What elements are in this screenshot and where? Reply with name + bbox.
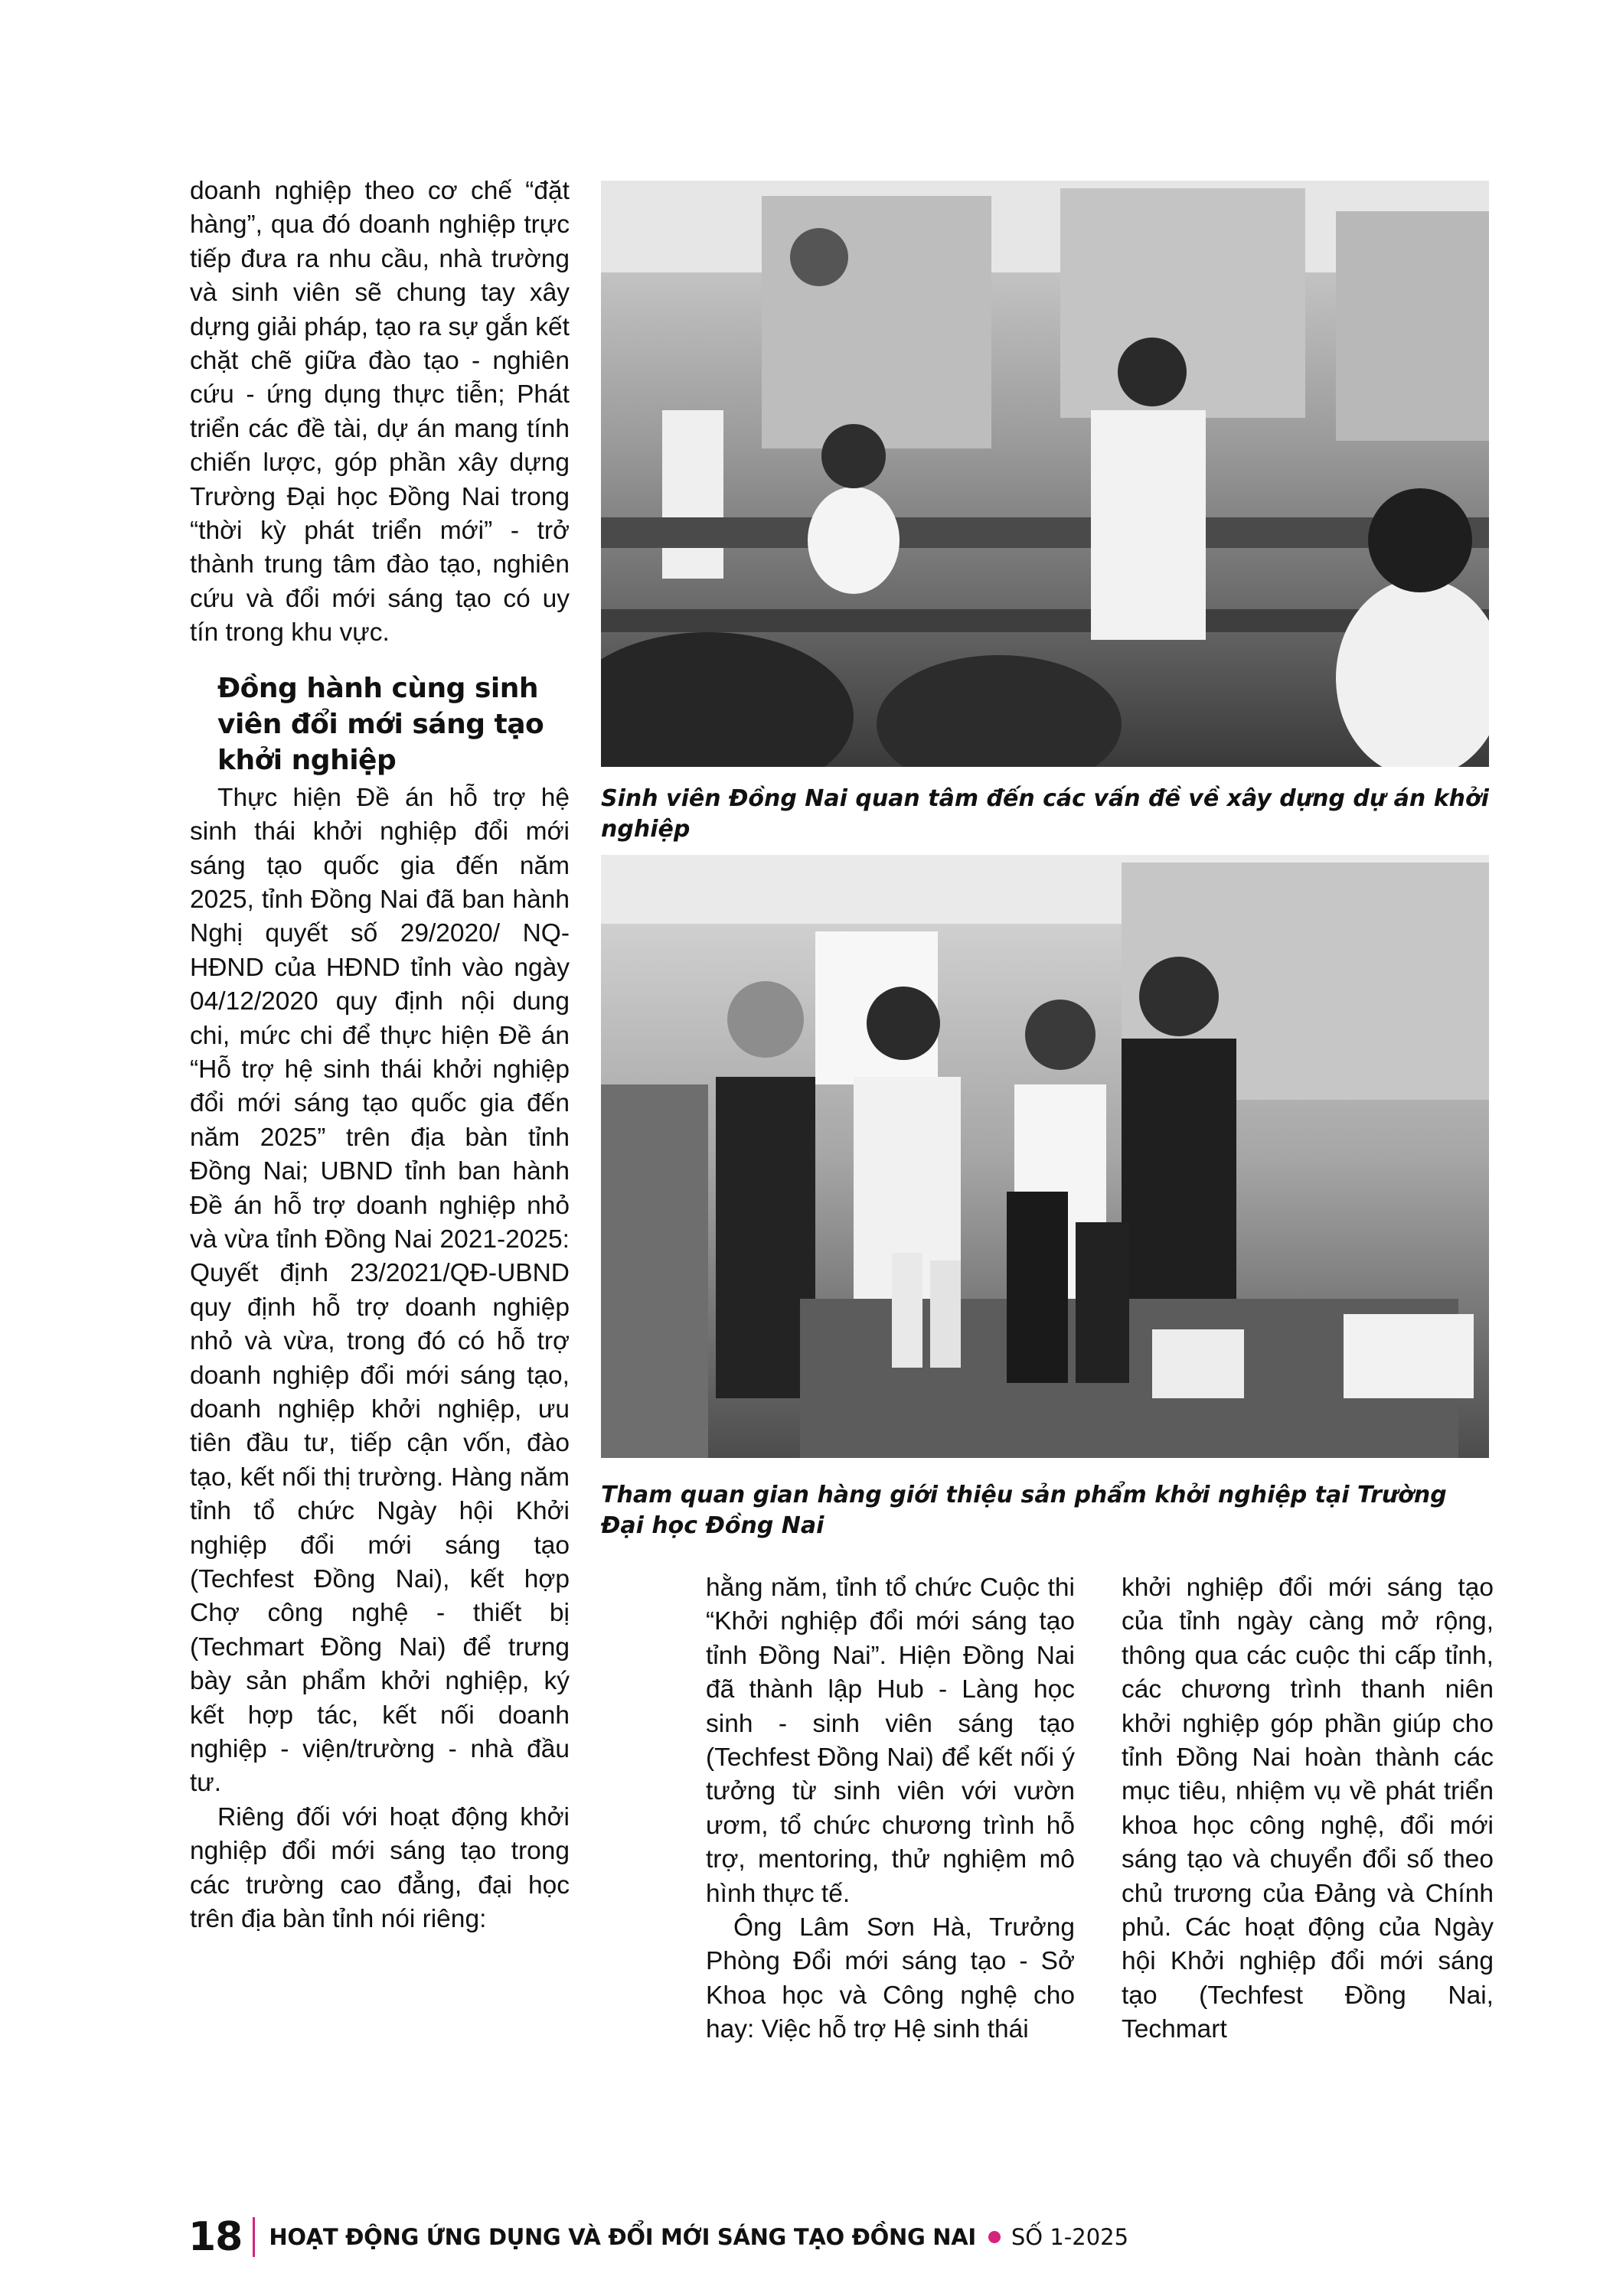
photo-students-classroom	[601, 181, 1489, 767]
article-column-right	[1122, 1571, 1494, 2047]
photo-startup-booth	[601, 855, 1489, 1458]
issue-label: SỐ 1-2025	[1011, 2224, 1129, 2250]
article-paragraph: hằng năm, tỉnh tổ chức Cuộc thi “Khởi nghiệp đổi mới sáng tạo tỉnh Đồng Nai”. Hiện Đồng Nai đã thành lập Hub - Làng học sinh - sinh viên sáng tạo (Techfest Đồng Nai) để kết nối ý tưởng từ sinh viên với vườn ươm, tổ chức chương trình hỗ trợ, mentoring, thử nghiệm mô hình thực tế.	[706, 1574, 1075, 1908]
section-subheading: Đồng hành cùng sinh viên đổi mới sáng tạo khởi nghiệp	[217, 672, 544, 776]
photo-caption: Sinh viên Đồng Nai quan tâm đến các vấn đề về xây dựng dự án khởi nghiệp	[601, 785, 1489, 843]
article-paragraph: khởi nghiệp đổi mới sáng tạo của tỉnh ngày càng mở rộng, thông qua các cuộc thi cấp tỉnh, các chương trình thanh niên khởi nghiệp góp phần giúp cho tỉnh Đồng Nai hoàn thành các mục tiêu, nhiệm vụ về phát triển khoa học công nghệ, đổi mới sáng tạo và chuyển đổi số theo chủ trương của Đảng và Chính phủ. Các hoạt động của Ngày hội Khởi nghiệp đổi mới sáng tạo (Techfest Đồng Nai, Techmart	[1122, 1574, 1494, 2044]
footer-divider	[253, 2217, 255, 2257]
magazine-title: HOẠT ĐỘNG ỨNG DỤNG VÀ ĐỔI MỚI SÁNG TẠO ĐỒNG NAI	[269, 2224, 976, 2250]
article-column-left	[190, 174, 570, 1937]
page-footer	[188, 2210, 1128, 2264]
article-paragraph: Ông Lâm Sơn Hà, Trưởng Phòng Đổi mới sáng tạo - Sở Khoa học và Công nghệ cho hay: Việc hỗ trợ Hệ sinh thái	[706, 1913, 1075, 2044]
footer-bullet-icon	[988, 2231, 1001, 2243]
article-paragraph: Riêng đối với hoạt động khởi nghiệp đổi mới sáng tạo trong các trường cao đẳng, đại học trên địa bàn tỉnh nói riêng:	[190, 1802, 570, 1934]
article-paragraph: Thực hiện Đề án hỗ trợ hệ sinh thái khởi nghiệp đổi mới sáng tạo quốc gia đến năm 2025, tỉnh Đồng Nai đã ban hành Nghị quyết số 29/2020/ NQ-HĐND của HĐND tỉnh vào ngày 04/12/2020 quy định nội dung chi, mức chi để thực hiện Đề án “Hỗ trợ hệ sinh thái khởi nghiệp đổi mới sáng tạo quốc gia đến năm 2025” trên địa bàn tỉnh Đồng Nai; UBND tỉnh ban hành Đề án hỗ trợ doanh nghiệp nhỏ và vừa tỉnh Đồng Nai 2021-2025: Quyết định 23/2021/QĐ-UBND quy định hỗ trợ doanh nghiệp nhỏ và vừa, trong đó có hỗ trợ doanh nghiệp đổi mới sáng tạo, doanh nghiệp khởi nghiệp, ưu tiên đầu tư, tiếp cận vốn, đào tạo, kết nối thị trường. Hàng năm tỉnh tổ chức Ngày hội Khởi nghiệp đổi mới sáng tạo (Techfest Đồng Nai), kết hợp Chợ công nghệ - thiết bị (Techmart Đồng Nai) để trưng bày sản phẩm khởi nghiệp, ký kết hợp tác, kết nối doanh nghiệp - viện/trường - nhà đầu tư.	[190, 783, 570, 1798]
photo-caption: Tham quan gian hàng giới thiệu sản phẩm khởi nghiệp tại Trường Đại học Đồng Nai	[601, 1482, 1447, 1539]
article-column-middle	[706, 1571, 1075, 2047]
article-paragraph: doanh nghiệp theo cơ chế “đặt hàng”, qua đó doanh nghiệp trực tiếp đưa ra nhu cầu, nhà trường và sinh viên sẽ chung tay xây dựng giải pháp, tạo ra sự gắn kết chặt chẽ giữa đào tạo - nghiên cứu - ứng dụng thực tiễn; Phát triển các đề tài, dự án mang tính chiến lược, góp phần xây dựng Trường Đại học Đồng Nai trong “thời kỳ phát triển mới” - trở thành trung tâm đào tạo, nghiên cứu và đổi mới sáng tạo có uy tín trong khu vực.	[190, 177, 570, 647]
page-number: 18	[188, 2214, 243, 2260]
